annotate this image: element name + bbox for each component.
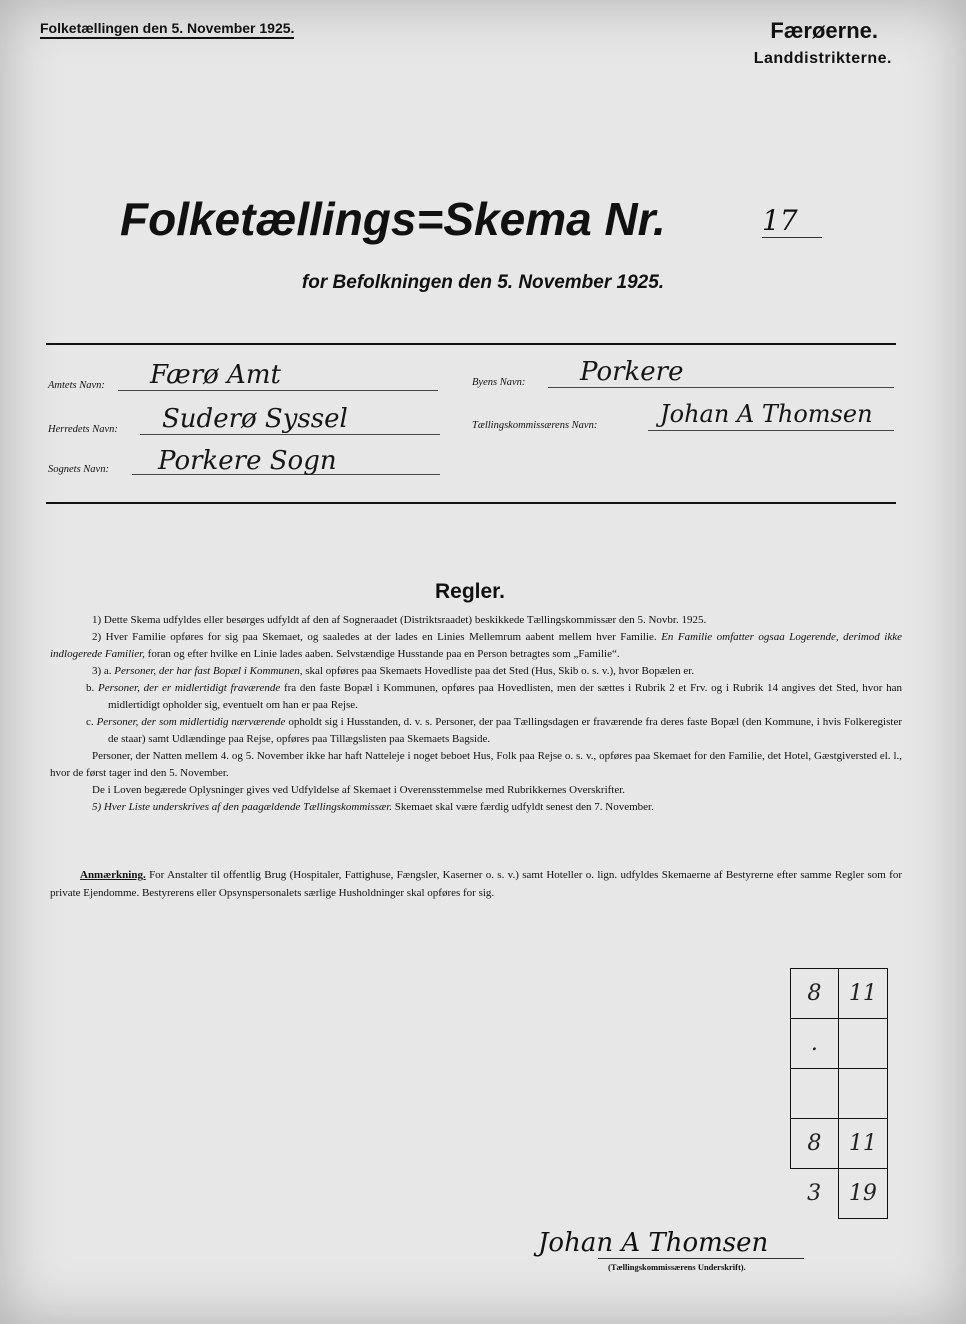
tally-cell: 11 [838, 1119, 887, 1169]
rule-4: De i Loven begærede Oplysninger gives ved Udfyldelse af Skemaet i Overensstemmelse med Rubrikkernes Overskrifter. [92, 784, 626, 796]
rule-5 [50, 799, 902, 816]
amt-value: Færø Amt [150, 360, 281, 390]
rule-2-text-2: foran og efter hvilke en Linie lades aaben. Selvstændige Husstande paa en Person betragtes som „Familie“. [147, 648, 620, 660]
rule-5-italic: 5) Hver Liste underskrives af den paagældende Tællingskommissær. [92, 801, 393, 813]
note-paragraph [50, 866, 902, 902]
tally-cell: 11 [838, 969, 887, 1019]
tally-total: 19 [838, 1169, 887, 1219]
rule-2 [50, 629, 902, 663]
rule-3a-italic: Personer, der har fast Bopæl i Kommunen, [114, 665, 303, 677]
tally-cell [838, 1019, 887, 1069]
note-text: For Anstalter til offentlig Brug (Hospitaler, Fattighuse, Fængsler, Kaserner o. s. v.) samt Hoteller o. lign. udfyldes Skemaerne af Bestyrerne efter samme Regler som for private Ejendomme. Bestyrerens eller Opsynspersonalets særlige Husholdninger skal opføres for sig. [50, 869, 902, 899]
signature-line [598, 1258, 804, 1259]
rule-3a-text: skal opføres paa Skemaets Hovedliste paa det Sted (Hus, Skib o. s. v.), hvor Bopælen er. [305, 665, 695, 677]
top-rule [46, 343, 896, 345]
tally-cell: 8 [791, 969, 839, 1019]
tally-cell [838, 1069, 887, 1119]
rules-text [50, 612, 902, 816]
rule-3b: b. Personer, der er midlertidigt fraværende fra den faste Bopæl i Kommunen, opføres paa Hovedlisten, men der sættes i Rubrik 2 et Frv. og i Rubrik 14 angives det Sted, hvor han midlertidigt opholder sig, eventuelt om han er paa Rejse. [86, 682, 902, 711]
herred-label: Herredets Navn: [48, 424, 118, 435]
rule-2-text: 2) Hver Familie opføres for sig paa Skemaet, og saaledes at der lades en Linies Mellemrum aabent mellem hver Familie. [92, 631, 657, 643]
rules-heading: Regler. [434, 580, 506, 603]
by-line [548, 387, 894, 388]
rule-3b-text: fra den faste Bopæl i Kommunen, opføres paa Hovedlisten, men der sættes i Rubrik 2 et Frv. og i Rubrik 14 angives det Sted, hvor han midlertidigt opholder sig, eventuelt om han er paa Rejse. [108, 682, 902, 711]
signature-caption: (Tællingskommissærens Underskrift). [608, 1262, 746, 1272]
tally-cell: 8 [791, 1119, 839, 1169]
kommissaer-value: Johan A Thomsen [660, 400, 873, 428]
country-heading: Færøerne. [770, 18, 878, 43]
rule-3b-italic: Personer, der er midlertidigt fraværende [97, 682, 281, 694]
kommissaer-line [648, 430, 894, 431]
amt-line [118, 390, 438, 391]
by-value: Porkere [580, 357, 684, 387]
region-heading: Landdistrikterne. [753, 50, 892, 67]
census-date-header: Folketællingen den 5. November 1925. [40, 20, 294, 39]
tally-total: 3 [807, 1181, 822, 1207]
tally-box [790, 968, 888, 1207]
rule-1: 1) Dette Skema udfyldes eller besørges udfyldt af den af Sogneraadet (Distriktsraadet) beskikkede Tællingskommissær den 5. Novbr. 1925. [92, 614, 707, 626]
sogn-label: Sognets Navn: [48, 464, 109, 475]
form-title-row [120, 192, 880, 252]
form-number: 17 [762, 204, 822, 238]
note-label: Anmærkning. [80, 869, 146, 881]
amt-label: Amtets Navn: [48, 380, 105, 391]
sogn-value: Porkere Sogn [158, 446, 337, 476]
form-subtitle: for Befolkningen den 5. November 1925. [301, 272, 665, 293]
rule-5-text: Skemaet skal være færdig udfyldt senest den 7. November. [394, 801, 654, 813]
herred-line [140, 434, 440, 435]
tally-table [790, 968, 888, 1219]
rule-3c-text: opholdt sig i Husstanden, d. v. s. Personer, der paa Tællingsdagen er fraværende fra deres faste Bopæl (den Kommune, i hvis Folkeregister de staar) samt Udlændinge paa Rejse, opføres paa Tillægslisten paa Skemaets Bagside. [108, 716, 902, 745]
rule-3c-italic: Personer, der som midlertidig nærværende [96, 716, 286, 728]
note [50, 866, 902, 902]
rule-3a: 3) a. Personer, der har fast Bopæl i Kommunen, skal opføres paa Skemaets Hovedliste paa det Sted (Hus, Skib o. s. v.), hvor Bopælen er. [92, 665, 695, 677]
tally-cell: . [791, 1019, 839, 1069]
rule-2-italic: En Familie omfatter ogsaa Logerende, derimod ikke indlogerede Familier, [50, 631, 902, 660]
herred-value: Suderø Syssel [162, 404, 348, 434]
signature: Johan A Thomsen [538, 1228, 769, 1258]
form-title: Folketællings=Skema Nr. [120, 193, 666, 245]
rule-3c: c. Personer, der som midlertidig nærværende opholdt sig i Husstanden, d. v. s. Personer, der paa Tællingsdagen er fraværende fra deres faste Bopæl (den Kommune, i hvis Folkeregister de staar) samt Udlændinge paa Rejse, opføres paa Tillægslisten paa Skemaets Bagside. [86, 716, 902, 745]
bottom-rule [46, 502, 896, 504]
rule-3d: Personer, der Natten mellem 4. og 5. November ikke har haft Natteleje i noget beboet Hus, Folk paa Rejse o. s. v., opføres paa Skemaet for den Familie, det Hotel, Gæstgiversted el. l., hvor de først tager ind den 5. November. [50, 750, 902, 779]
by-label: Byens Navn: [472, 377, 526, 388]
kommissaer-label: Tællingskommissærens Navn: [472, 420, 598, 431]
tally-cell [791, 1069, 839, 1119]
